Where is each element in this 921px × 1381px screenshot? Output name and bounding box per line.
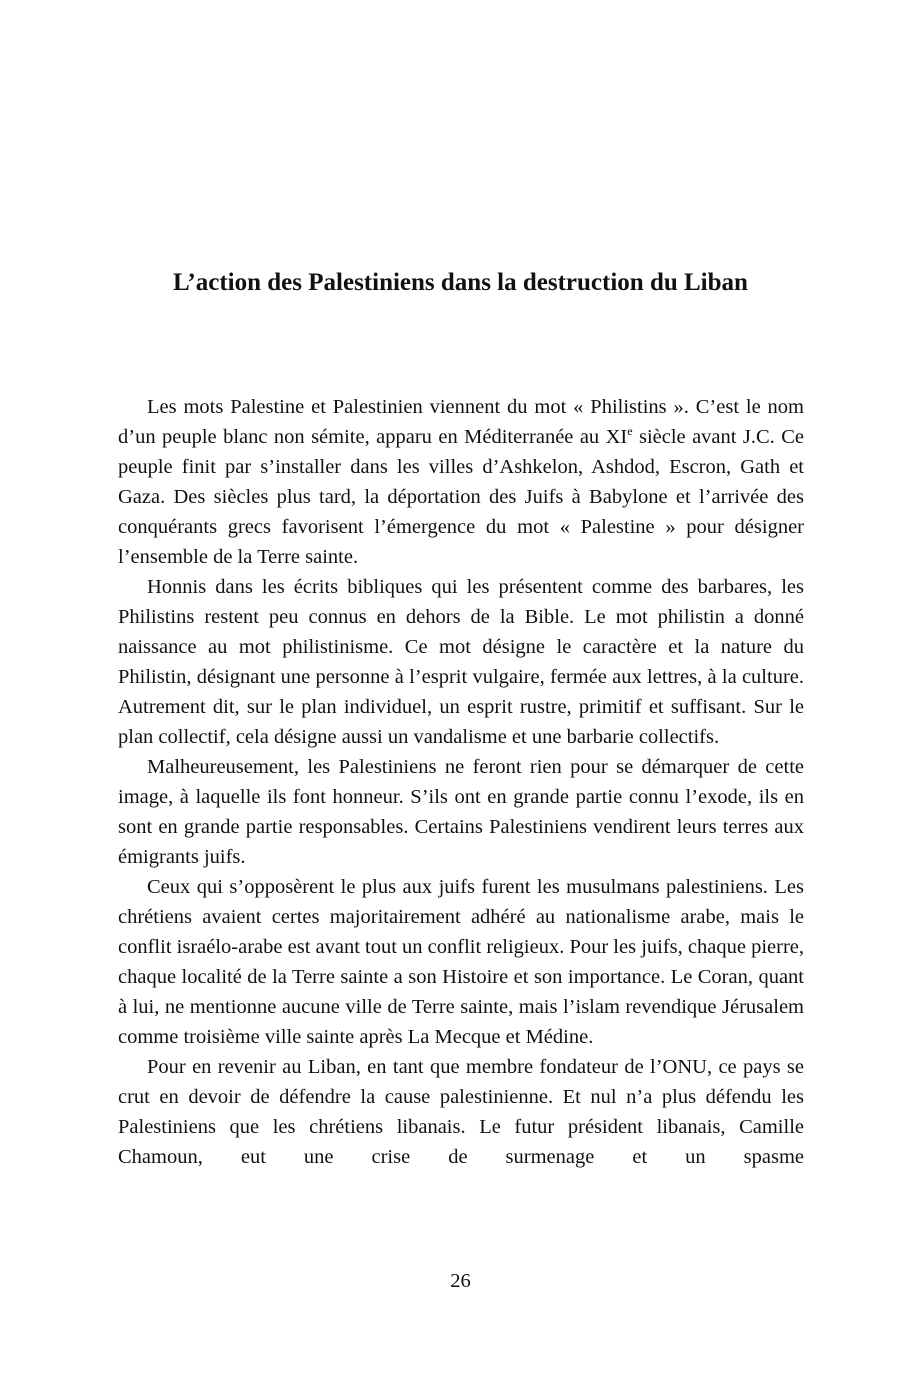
body-text — [118, 392, 804, 1172]
paragraph-text: Les mots Palestine et Palestinien viennent du mot « Philistins ». C’est le nom d’un peuple blanc non sémite, apparu en Méditerranée au XI — [118, 396, 804, 448]
paragraph: Honnis dans les écrits bibliques qui les présentent comme des barbares, les Philistins restent peu connus en dehors de la Bible. Le mot philistin a donné naissance au mot philistinisme. Ce mot désigne le caractère et la nature du Philistin, désignant une personne à l’esprit vulgaire, fermée aux lettres, à la culture. Autrement dit, sur le plan individuel, un esprit rustre, primitif et suffisant. Sur le plan collectif, cela désigne aussi un vandalisme et une barbarie collectifs. — [118, 576, 804, 748]
paragraph: Malheureusement, les Palestiniens ne feront rien pour se démarquer de cette image, à laquelle ils font honneur. S’ils ont en grande partie connu l’exode, ils en sont en grande partie responsables. Certains Palestiniens vendirent leurs terres aux émigrants juifs. — [118, 756, 804, 868]
superscript: e — [627, 424, 633, 439]
page-number: 26 — [450, 1270, 471, 1292]
paragraph — [118, 392, 804, 572]
chapter-title: L’action des Palestiniens dans la destruction du Liban — [173, 269, 748, 296]
paragraph-text: siècle avant J.C. Ce peuple finit par s’installer dans les villes d’Ashkelon, Ashdod, Escron, Gath et Gaza. Des siècles plus tard, la déportation des Juifs à Babylone et l’arrivée des conquérants grecs favorisent l’émergence du mot « Palestine » pour désigner l’ensemble de la Terre sainte. — [118, 426, 805, 568]
paragraph: Ceux qui s’opposèrent le plus aux juifs furent les musulmans palestiniens. Les chrétiens avaient certes majoritairement adhéré au nationalisme arabe, mais le conflit israélo-arabe est avant tout un conflit religieux. Pour les juifs, chaque pierre, chaque localité de la Terre sainte a son Histoire et son importance. Le Coran, quant à lui, ne mentionne aucune ville de Terre sainte, mais l’islam revendique Jérusalem comme troisième ville sainte après La Mecque et Médine. — [118, 876, 804, 1048]
paragraph: Pour en revenir au Liban, en tant que membre fondateur de l’ONU, ce pays se crut en devoir de défendre la cause palestinienne. Et nul n’a plus défendu les Palestiniens que les chrétiens libanais. Le futur président libanais, Camille Chamoun, eut une crise de surmenage et un spasme — [118, 1056, 804, 1168]
